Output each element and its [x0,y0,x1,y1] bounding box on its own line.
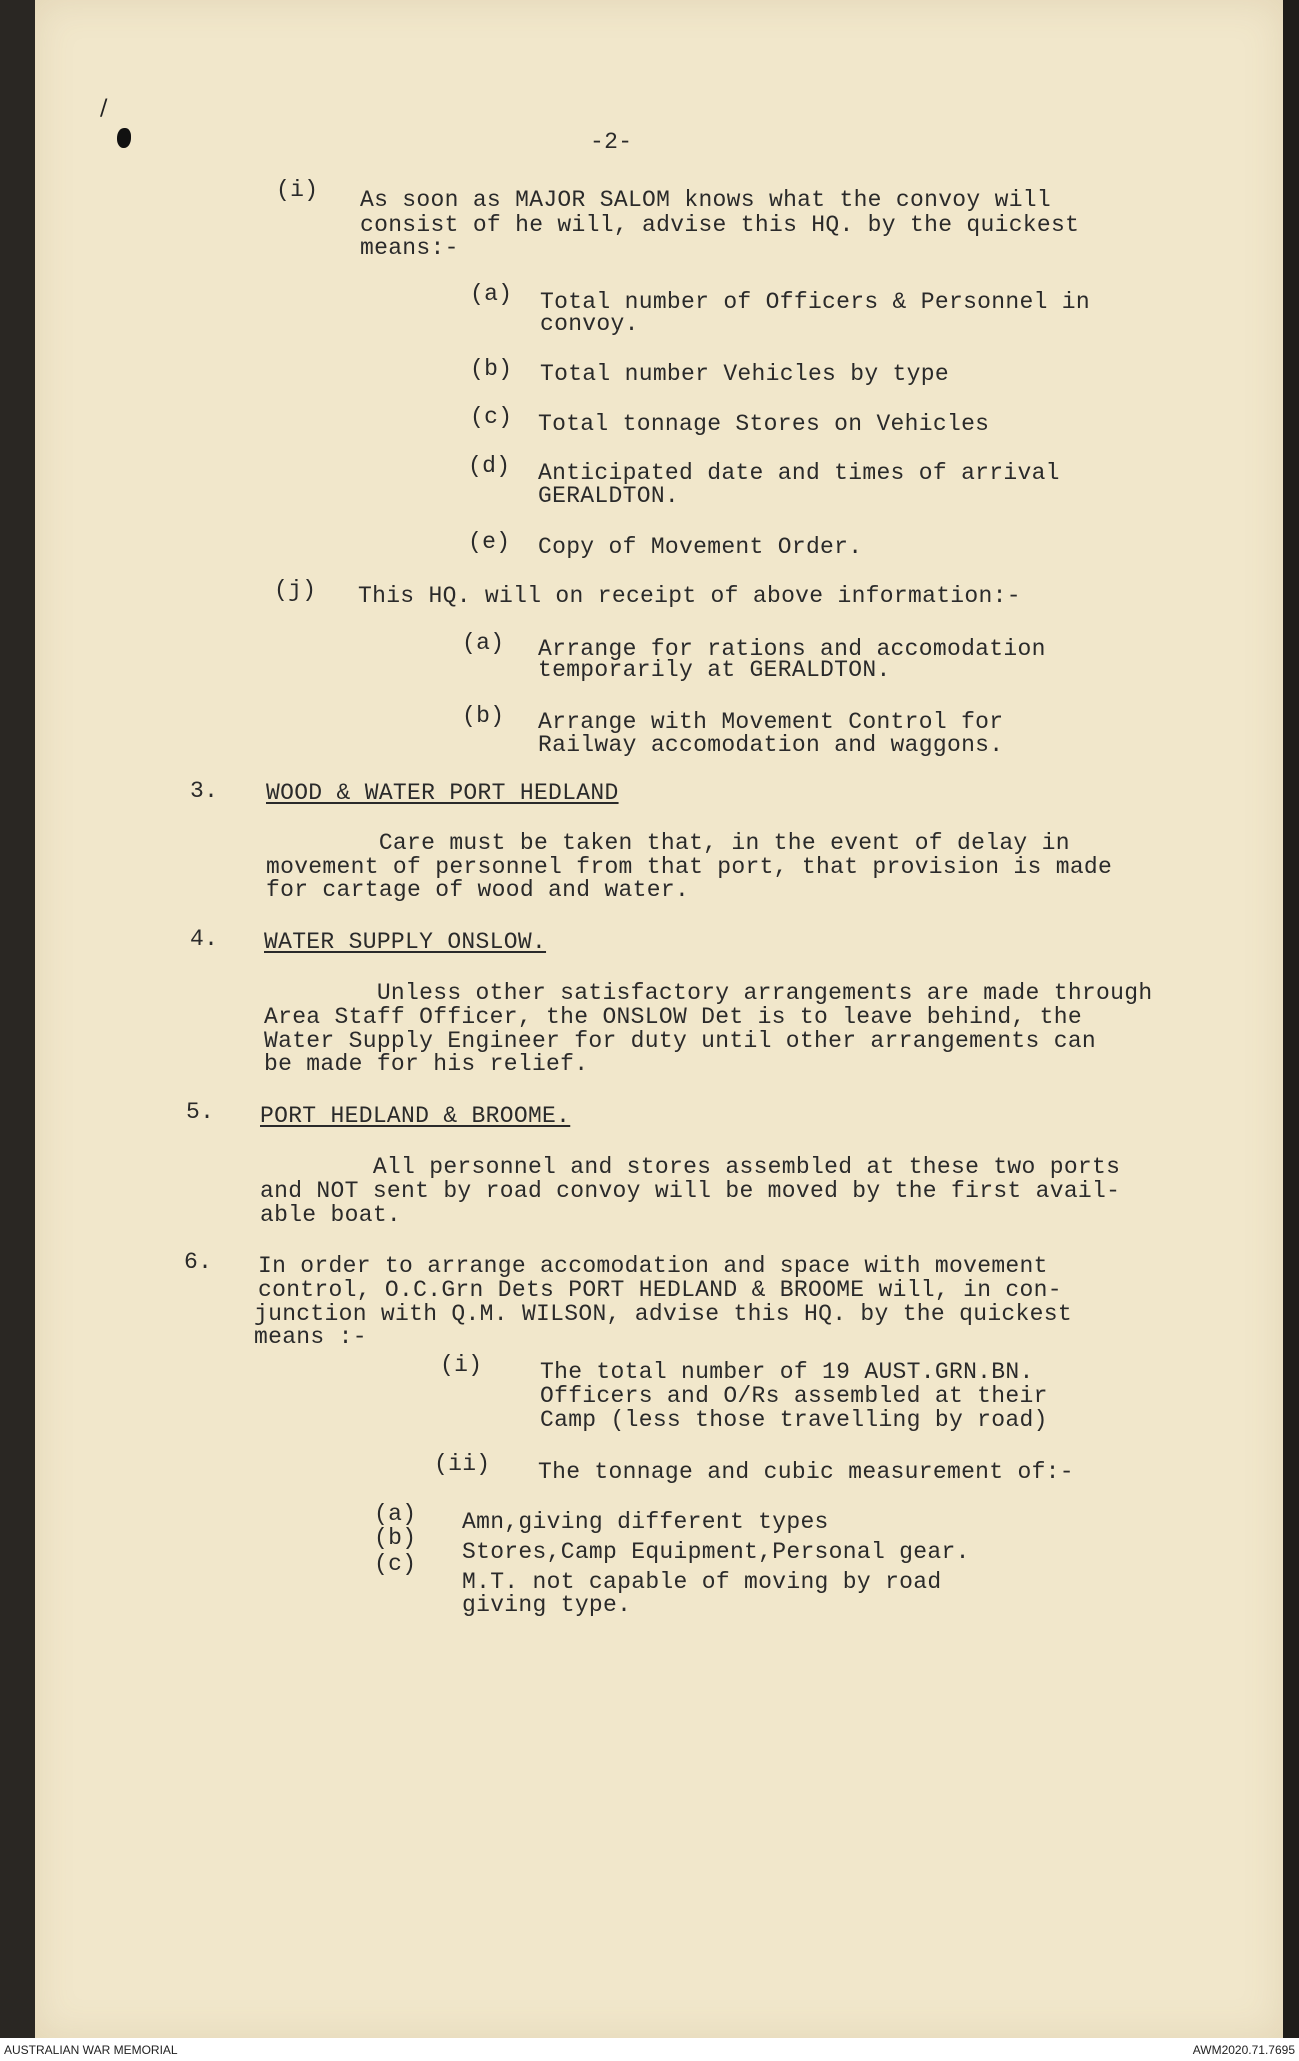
subitem-label: (ii) [434,1451,491,1477]
subitem-label: (b) [462,703,505,729]
section-text-line: means :- [254,1324,367,1350]
punch-hole [117,128,131,148]
subitem-label: (a) [462,630,505,656]
subsubitem-label: (c) [374,1551,417,1577]
footer-accession-number: AWM2020.71.7695 [1192,2043,1295,2057]
item-text-line: This HQ. will on receipt of above information:- [358,583,1021,609]
subitem-text-line: Officers and O/Rs assembled at their [540,1383,1048,1409]
section-heading: PORT HEDLAND & BROOME. [260,1103,571,1129]
item-text-line: As soon as MAJOR SALOM knows what the convoy will [360,187,1052,213]
item-text-line: means:- [360,235,459,261]
subitem-label: (e) [468,529,511,555]
subitem-text-line: Total number Vehicles by type [540,361,949,387]
section-number: 3. [190,778,219,804]
subsubitem-text-line: Stores,Camp Equipment,Personal gear. [462,1539,970,1565]
subitem-text-line: The total number of 19 AUST.GRN.BN. [540,1359,1034,1385]
section-text-line: control, O.C.Grn Dets PORT HEDLAND & BROOME will, in con- [258,1277,1062,1303]
section-text-line: Area Staff Officer, the ONSLOW Det is to leave behind, the [264,1004,1082,1030]
subsubitem-label: (a) [374,1501,417,1527]
section-number: 4. [190,926,219,952]
subitem-label: (d) [468,453,511,479]
subitem-label: (c) [470,404,513,430]
section-text-line: Care must be taken that, in the event of delay in [266,830,1070,856]
subsubitem-label: (b) [374,1525,417,1551]
section-text-line: junction with Q.M. WILSON, advise this HQ. by the quickest [254,1301,1072,1327]
section-text-line: movement of personnel from that port, that provision is made [266,854,1113,880]
subitem-label: (i) [440,1352,483,1378]
subsubitem-text-line: giving type. [462,1592,632,1618]
section-number: 5. [186,1099,215,1125]
section-text-line: All personnel and stores assembled at these two ports [260,1154,1121,1180]
scan-edge [0,0,35,2038]
section-text-line: able boat. [260,1202,402,1228]
archive-footer [0,2038,1299,2061]
subitem-text-line: temporarily at GERALDTON. [538,657,891,683]
subitem-text-line: Total number of Officers & Personnel in [540,289,1090,315]
subitem-text-line: Camp (less those travelling by road) [540,1407,1048,1433]
section-number: 6. [184,1249,213,1275]
section-text-line: for cartage of wood and water. [266,877,690,903]
subitem-label: (b) [470,356,513,382]
subsubitem-text-line: M.T. not capable of moving by road [462,1569,942,1595]
item-label-i: (i) [276,177,319,203]
subitem-text-line: Arrange with Movement Control for [538,709,1004,735]
section-text-line: Unless other satisfactory arrangements are made through [264,980,1153,1006]
subitem-text-line: Railway accomodation and waggons. [538,732,1004,758]
subitem-text-line: GERALDTON. [538,483,680,509]
subitem-label: (a) [470,281,513,307]
subitem-text-line: Copy of Movement Order. [538,534,863,560]
section-heading: WATER SUPPLY ONSLOW. [264,929,547,955]
footer-institution: AUSTRALIAN WAR MEMORIAL [4,2043,178,2057]
item-text-line: consist of he will, advise this HQ. by the quickest [360,212,1080,238]
subsubitem-text-line: Amn,giving different types [462,1509,829,1535]
section-text-line: In order to arrange accomodation and space with movement [258,1253,1048,1279]
section-text-line: and NOT sent by road convoy will be moved by the first avail- [260,1178,1121,1204]
subitem-text-line: convoy. [540,311,639,337]
subitem-text-line: The tonnage and cubic measurement of:- [538,1459,1074,1485]
pen-mark: / [100,96,108,121]
subitem-text-line: Anticipated date and times of arrival [538,460,1060,486]
section-text-line: Water Supply Engineer for duty until other arrangements can [264,1028,1097,1054]
subitem-text-line: Arrange for rations and accomodation [538,636,1046,662]
subitem-text-line: Total tonnage Stores on Vehicles [538,411,990,437]
section-heading: WOOD & WATER PORT HEDLAND [266,780,619,806]
item-label-j: (j) [274,577,317,603]
page-number: -2- [590,129,633,155]
section-text-line: be made for his relief. [264,1051,589,1077]
